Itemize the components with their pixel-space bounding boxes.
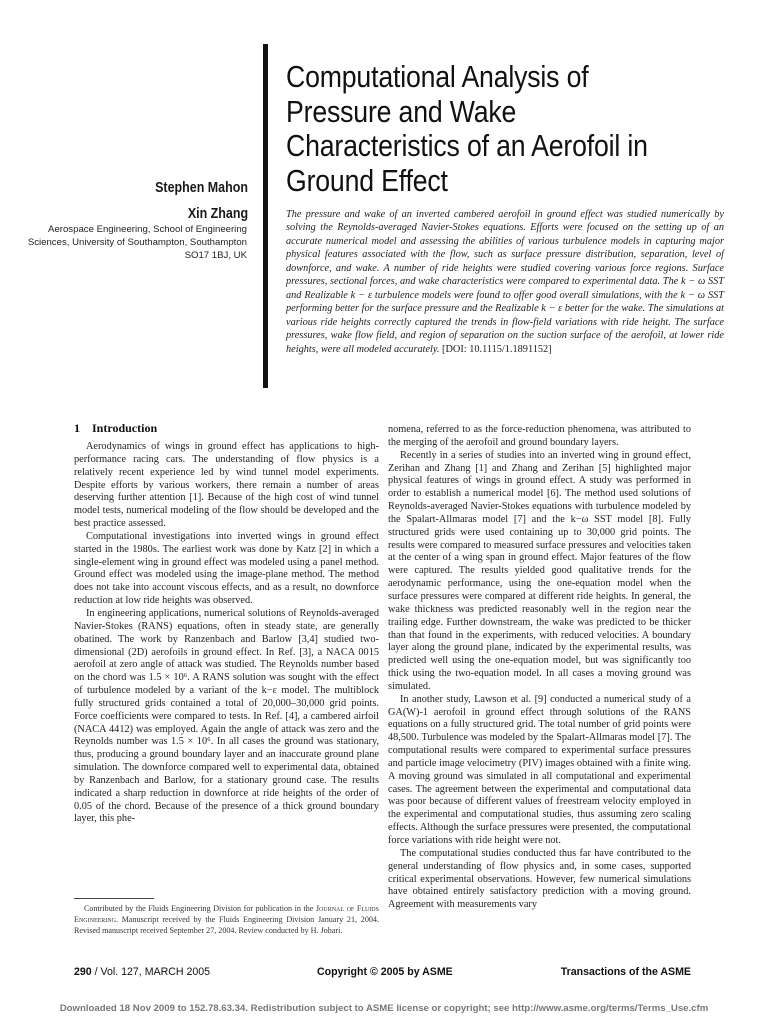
article-title: Computational Analysis of Pressure and Wake Characteristics of an Aerofoil in Ground Effect [286, 59, 648, 198]
paragraph: Recently in a series of studies into an inverted wing in ground effect, Zerihan and Zhang [1] and Zhang and Zerihan [5] highlighted major physical features of wings in ground effect. A study was performed in order to establish a numerical model [6]. The method used solutions of Reynolds-averaged Navier-Stokes equations with turbulence modeled by the Spalart-Allmaras model [7] and the k−ω SST model [8]. Fully structured grids were used containing up to 30,000 grid points. The results were compared to measured surface pressures and velocities taken at the center of a wing span in ground effect. Major features of the flow were captured. The results yielded good qualitative trends for the aerodynamic performance, using the one-equation model when the surface pressures were compared at different ride heights. In general, the wake thickness was predicted reasonably well in the region near the trailing edge. Further downstream, the wake was predicted to be thicker than that found in the experiments, with reduced velocities. A boundary layer along the ground plane, indicated by the experimental results, was predicted well using the one-equation model, but was significantly too thick using the two-equation model. In all cases a moving ground was simulated. [388, 449, 691, 692]
section-title: Introduction [92, 421, 158, 435]
author-affiliation: Aerospace Engineering, School of Engineering Sciences, University of Southampton, Southampton SO17 1BJ, UK [27, 224, 247, 261]
footnote [74, 903, 379, 936]
abstract-text: The pressure and wake of an inverted cambered aerofoil in ground effect was studied numerically by solving the Reynolds-averaged Navier-Stokes equations. Efforts were focused on the setting up of an accurate numerical model and assessing the abilities of various turbulence models in capturing major physical features associated with the flow, such as surface pressure distribution, separation, level of downforce, and wake. A number of ride heights were studied covering various force regions. Surface pressures, sectional forces, and wake characteristics were compared to experimental data. The k − ω SST and Realizable k − ε turbulence models were found to offer good overall simulations, with the k − ω SST performing better for the surface pressure and the Realizable k − ε better for the wake. The simulations at various ride heights correctly captured the trends in flow-field variations with ride height. The surface pressures, wake flow field, and region of separation on the suction surface of the aerofoil, at lower ride heights, were all modeled accurately. [286, 209, 724, 355]
journal-name: Transactions of the ASME [560, 966, 691, 978]
download-notice: Downloaded 18 Nov 2009 to 152.78.63.34. Redistribution subject to ASME license or copyright; see http://www.asme.org/terms/Terms_Use.cfm [59, 1003, 709, 1014]
title-rule [263, 44, 268, 388]
footer-left [74, 966, 210, 978]
doi: [DOI: 10.1115/1.1891152] [442, 343, 552, 355]
paragraph: Aerodynamics of wings in ground effect has applications to high-performance racing cars. The understanding of flow physics is a relatively recent experience led by wind tunnel model experiments. Despite efforts by various workers, there remain a number of areas deserving further attention [1]. Because of the high cost of wind tunnel model tests, numerical modeling of the flow should be developed and the best practice assessed. [74, 441, 379, 530]
paragraph: Computational investigations into inverted wings in ground effect started in the 1980s. The earliest work was done by Katz [2] in which a single-element wing in ground effect was modeled using a panel method. Ground effect was modeled using the image-plane method. The method does not take into account viscous effects, and as a result, no downforce reduction at low ride heights was observed. [74, 530, 379, 607]
body-column-right [388, 424, 691, 912]
paragraph: In engineering applications, numerical solutions of Reynolds-averaged Navier-Stokes (RANS) equations, often in steady state, are generally obatined. The work by Ranzenbach and Barlow [3,4] studied two-dimensional (2D) aerofoils in ground effect. In Ref. [3], a NACA 0015 aerofoil at zero angle of attack was studied. The Reynolds number based on the chord was 1.5 × 10⁶. A RANS solution was sought with the effect of turbulence modeled by a variant of the k−ε model. The multiblock fully structured grids contained a total of 20,000–30,000 grid points. Force coefficients were compared to tests. In Ref. [4], a cambered airfoil (NACA 4412) was employed. Again the angle of attack was zero and the Reynolds number was 1.5 × 10⁶. In all cases the ground was stationary, thus, producing a ground boundary layer and an inaccurate ground plane simulation. The downforce compared well to experimental data, obtained by Ranzenbach and Barlow, for a stationary ground case. The results indicated a sharp reduction in downforce at ride heights of the order of 0.05 of the chord. Because of the presence of a thick ground boundary layer, this phe- [74, 607, 379, 825]
author-name: Stephen Mahon [155, 180, 248, 196]
paragraph: In another study, Lawson et al. [9] conducted a numerical study of a GA(W)-1 aerofoil in ground effect through solutions of the RANS equations on a fully structured grid. The total number of grid points were 48,500. Turbulence was modeled by the Spalart-Allmaras model [7]. The computational results were compared to experimental surface pressures and particle image velocimetry (PIV) images obtained with a finite wing. A moving ground was simulated in all computational and experimental cases. The agreement between the experimental and computational data was poor because of different values of freestream velocity employed in the experimental and computational studies, thus assuming zero scaling effects. Although the surface pressures were presented, the computational force variations with ride height were not. [388, 693, 691, 846]
footnote-rule [74, 898, 154, 899]
copyright: Copyright © 2005 by ASME [317, 966, 453, 978]
section-number: 1 [74, 421, 80, 435]
page-footer [74, 966, 691, 984]
footnote-journal: Journal of Fluids Engineering [74, 904, 379, 924]
footnote-text: Contributed by the Fluids Engineering Division for publication in the [84, 904, 316, 913]
page-number: 290 [74, 966, 92, 978]
section-heading [74, 421, 157, 436]
paragraph: The computational studies conducted thus far have contributed to the general understanding of flow physics and, in some cases, supported critical experimental observations. However, few numerical simulations have obtained entirely satisfactory prediction with a moving ground. Agreement with measurements vary [388, 847, 691, 911]
author-name: Xin Zhang [187, 206, 248, 222]
paragraph: nomena, referred to as the force-reduction phenomena, was attributed to the merging of the aerofoil and ground boundary layers. [388, 424, 691, 448]
abstract [286, 208, 724, 356]
volume-info: / Vol. 127, MARCH 2005 [91, 966, 211, 978]
footnote-text: . Manuscript received by the Fluids Engineering Division January 21, 2004. Revised manuscript received September 27, 2004. Review conducted by H. Johari. [74, 915, 379, 935]
body-column-left [74, 441, 379, 826]
